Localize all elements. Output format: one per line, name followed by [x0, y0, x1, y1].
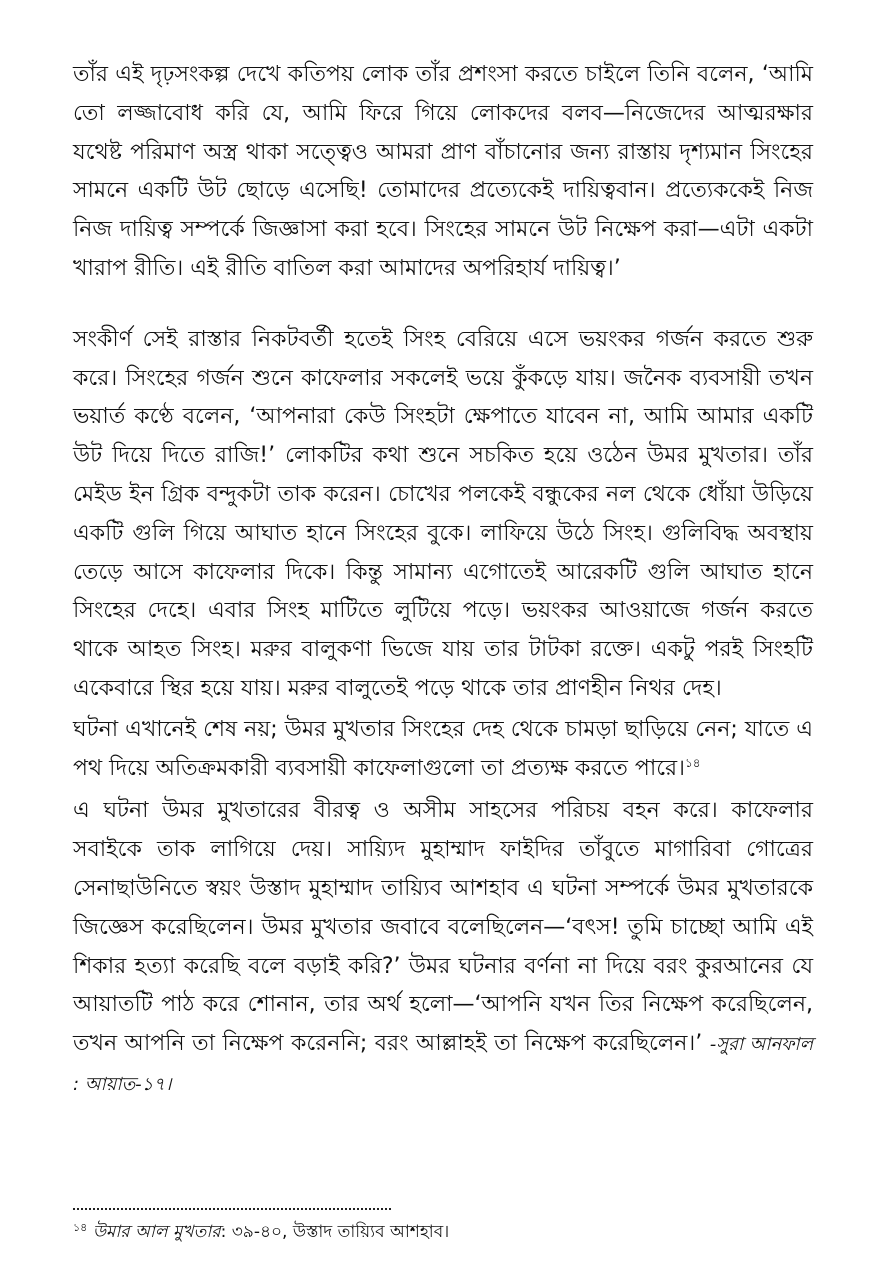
- paragraph-3-text: ঘটনা এখানেই শেষ নয়; উমর মুখতার সিংহের দেহ থেকে চামড়া ছাড়িয়ে নেন; যাতে এ পথ দিয়ে অতিক্রমকারী ব্যবসায়ী কাফেলাগুলো তা প্রত্যক্ষ করতে পারে।: [73, 716, 813, 781]
- footnote-reference[interactable]: ১৪: [685, 755, 701, 770]
- quran-citation: -সুরা আনফাল : আয়াত-১৭।: [73, 1034, 813, 1095]
- footnote-source-title: উমার আল মুখতার: [92, 1222, 221, 1242]
- paragraph-2-text: সংকীর্ণ সেই রাস্তার নিকটবর্তী হতেই সিংহ বেরিয়ে এসে ভয়ংকর গর্জন করতে শুরু করে। সিংহের গর্জন শুনে কাফেলার সকলেই ভয়ে কুঁকড়ে যায়। জনৈক ব্যবসায়ী তখন ভয়ার্ত কণ্ঠে বলেন, ‘আপনারা কেউ সিংহটা ক্ষেপাতে যাবেন না, আমি আমার একটি উট দিয়ে দিতে রাজি!’ লোকটির কথা শুনে সচকিত হয়ে ওঠেন উমর মুখতার। তাঁর মেইড ইন গ্রিক বন্দুকটা তাক করেন। চোখের পলকেই বন্ধুকের নল থেকে ধোঁয়া উড়িয়ে একটি গুলি গিয়ে আঘাত হানে সিংহের বুকে। লাফিয়ে উঠে সিংহ। গুলিবিদ্ধ অবস্থায় তেড়ে আসে কাফেলার দিকে। কিন্তু সামান্য এগোতেই আরেকটি গুলি আঘাত হানে সিংহের দেহে। এবার সিংহ মাটিতে লুটিয়ে পড়ে। ভয়ংকর আওয়াজে গর্জন করতে থাকে আহত সিংহ। মরুর বালুকণা ভিজে যায় তার টাটকা রক্তে। একটু পরই সিংহটি একেবারে স্থির হয়ে যায়। মরুর বালুতেই পড়ে থাকে তার প্রাণহীন নিথর দেহ।: [73, 326, 813, 701]
- footnote: [73, 1220, 813, 1244]
- footnote-divider: [73, 1208, 391, 1210]
- footnote-detail: : ৩৯-৪০, উস্তাদ তায়্যিব আশহাব।: [220, 1222, 450, 1242]
- footnote-number: ১৪: [73, 1221, 88, 1234]
- paragraph-3: [73, 711, 813, 789]
- paragraph-4: [73, 792, 813, 1104]
- paragraph-4-text: এ ঘটনা উমর মুখতারের বীরত্ব ও অসীম সাহসের পরিচয় বহন করে। কাফেলার সবাইকে তাক লাগিয়ে দেয়। সায়্যিদ মুহাম্মাদ ফাইদির তাঁবুতে মাগারিবা গোত্রের সেনাছাউনিতে স্বয়ং উস্তাদ মুহাম্মাদ তায়্যিব আশহাব এ ঘটনা সম্পর্কে উমর মুখতারকে জিজ্ঞেস করেছিলেন। উমর মুখতার জবাবে বলেছিলেন—‘বৎস! তুমি চাচ্ছো আমি এই শিকার হত্যা করেছি বলে বড়াই করি?’ উমর ঘটনার বর্ণনা না দিয়ে বরং কুরআনের যে আয়াতটি পাঠ করে শোনান, তার অর্থ হলো—‘আপনি যখন তির নিক্ষেপ করেছিলেন, তখন আপনি তা নিক্ষেপ করেননি; বরং আল্লাহই তা নিক্ষেপ করেছিলেন।’: [73, 798, 813, 1057]
- paragraph-2: [73, 321, 813, 709]
- paragraph-1-text: তাঁর এই দৃঢ়সংকল্প দেখে কতিপয় লোক তাঁর প্রশংসা করতে চাইলে তিনি বলেন, ‘আমি তো লজ্জাবোধ করি যে, আমি ফিরে গিয়ে লোকদের বলব—নিজেদের আত্মরক্ষার যথেষ্ট পরিমাণ অস্ত্র থাকা সত্ত্বেও আমরা প্রাণ বাঁচানোর জন্য রাস্তায় দৃশ্যমান সিংহের সামনে একটি উট ছোড়ে এসেছি! তোমাদের প্রত্যেকেই দায়িত্ববান। প্রত্যেককেই নিজ নিজ দায়িত্ব সম্পর্কে জিজ্ঞাসা করা হবে। সিংহের সামনে উট নিক্ষেপ করা—এটা একটা খারাপ রীতি। এই রীতি বাতিল করা আমাদের অপরিহার্য দায়িত্ব।’: [73, 62, 813, 281]
- page-body: [73, 56, 813, 1105]
- paragraph-1: [73, 56, 813, 289]
